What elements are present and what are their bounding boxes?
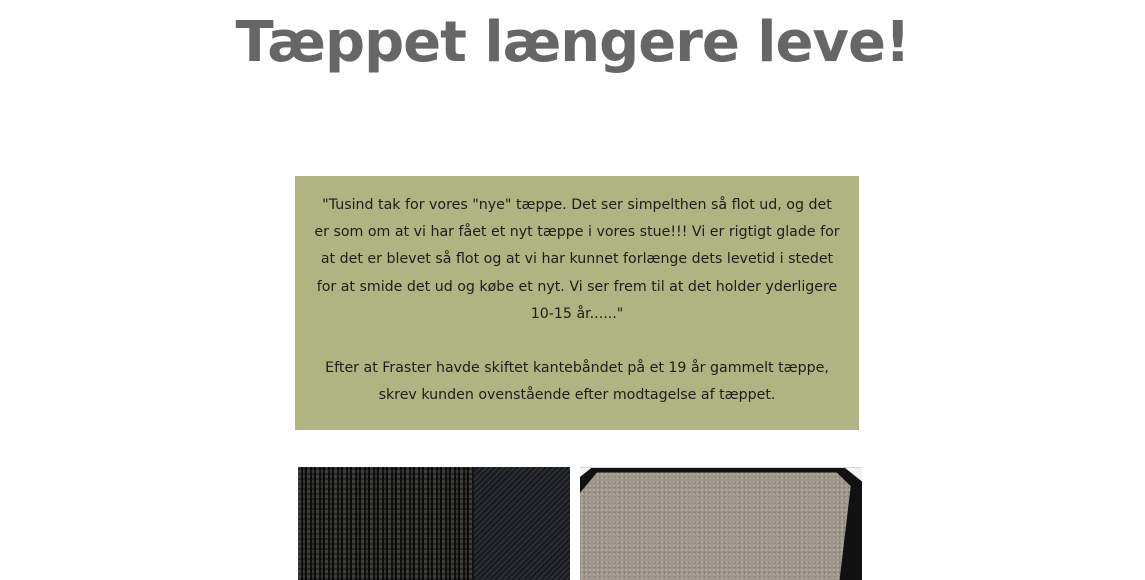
carpet-with-new-binding-image	[580, 467, 862, 580]
testimonial-box	[295, 176, 859, 430]
paragraph-spacer	[313, 328, 841, 355]
carpet-weave-texture	[298, 467, 474, 580]
carpet-binding-band	[474, 467, 570, 580]
testimonial-context: Efter at Fraster havde skiftet kantebåndet på et 19 år gammelt tæppe, skrev kunden ovenstående efter modtagelse af tæppet.	[325, 360, 829, 404]
carpet-surface	[580, 468, 862, 580]
testimonial-quote: "Tusind tak for vores "nye" tæppe. Det ser simpelthen så flot ud, og det er som om at vi har fået et nyt tæppe i vores stue!!! Vi er rigtigt glade for at det er blevet så flot og at vi har kunnet forlænge dets levetid i stedet for at smide det ud og købe et nyt. Vi ser frem til at det holder yderligere 10-15 år......"	[314, 197, 840, 322]
carpet-edge-closeup-image	[298, 467, 570, 580]
page-title: Tæppet længere leve!	[235, 10, 910, 75]
